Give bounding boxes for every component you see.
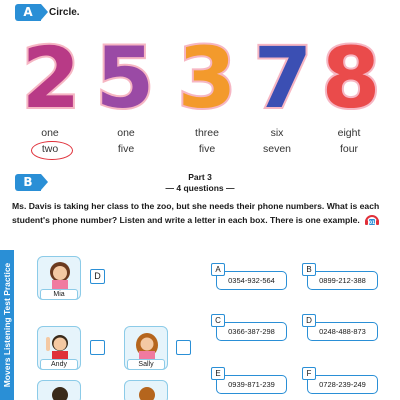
digit-5: 5 [95, 29, 155, 127]
word-option[interactable]: two [41, 143, 59, 155]
word-option[interactable]: seven [262, 143, 292, 155]
answer-box[interactable]: D [90, 269, 105, 284]
phone-option-f [302, 367, 378, 397]
student-name: Andy [40, 359, 78, 370]
digit-2: 2 [21, 29, 81, 127]
section-b-badge: B [15, 174, 41, 191]
student-partial [124, 380, 168, 400]
phone-letter: C [211, 314, 225, 327]
phone-letter: E [211, 367, 225, 380]
digit-3: 3 [177, 29, 237, 127]
student-partial [37, 380, 81, 400]
phone-letter: F [302, 367, 316, 380]
digit-8: 8 [321, 29, 381, 127]
word-option[interactable]: five [198, 143, 216, 155]
student-name: Sally [127, 359, 165, 370]
student-andy [37, 326, 81, 372]
phone-letter: D [302, 314, 316, 327]
digit-7: 7 [253, 29, 313, 127]
part-title: Part 3 [188, 172, 212, 182]
phone-number: 0899-212-388 [307, 271, 378, 290]
student-picture [124, 380, 168, 400]
phone-letter: B [302, 263, 316, 276]
phone-number: 0939-871-239 [216, 375, 287, 394]
phone-option-a [211, 263, 287, 293]
audio-track-number: 01 [369, 220, 376, 225]
answer-circle [31, 141, 73, 160]
student-picture [37, 380, 81, 400]
phone-option-b [302, 263, 378, 293]
audio-track-icon[interactable] [364, 213, 380, 229]
phone-number: 0366-387-298 [216, 322, 287, 341]
word-option[interactable]: one [41, 127, 59, 139]
answer-box[interactable] [90, 340, 105, 355]
section-a-instruction: Circle. [49, 7, 80, 18]
phone-number: 0354-932-564 [216, 271, 287, 290]
word-option[interactable]: five [117, 143, 135, 155]
phone-number: 0248-488-873 [307, 322, 378, 341]
student-sally [124, 326, 168, 372]
word-option[interactable]: eight [337, 127, 361, 139]
word-option[interactable]: six [270, 127, 284, 139]
word-option[interactable]: three [195, 127, 219, 139]
word-option[interactable]: four [339, 143, 359, 155]
section-b-instruction [12, 200, 397, 228]
phone-option-d [302, 314, 378, 344]
side-tab-label: Movers Listening Test Practice [2, 262, 12, 388]
section-a-badge: A [15, 4, 41, 21]
student-name: Mia [40, 289, 78, 300]
phone-option-c [211, 314, 287, 344]
answer-box[interactable] [176, 340, 191, 355]
phone-number: 0728-239-249 [307, 375, 378, 394]
word-option[interactable]: one [117, 127, 135, 139]
student-mia [37, 256, 81, 302]
instruction-text: Ms. Davis is taking her class to the zoo, but she needs their phone numbers. What is each student's phone number? Listen and write a letter in each box. There is one example. [12, 201, 380, 225]
phone-option-e [211, 367, 287, 397]
phone-letter: A [211, 263, 225, 276]
part-subtitle: — 4 questions — [165, 183, 235, 193]
